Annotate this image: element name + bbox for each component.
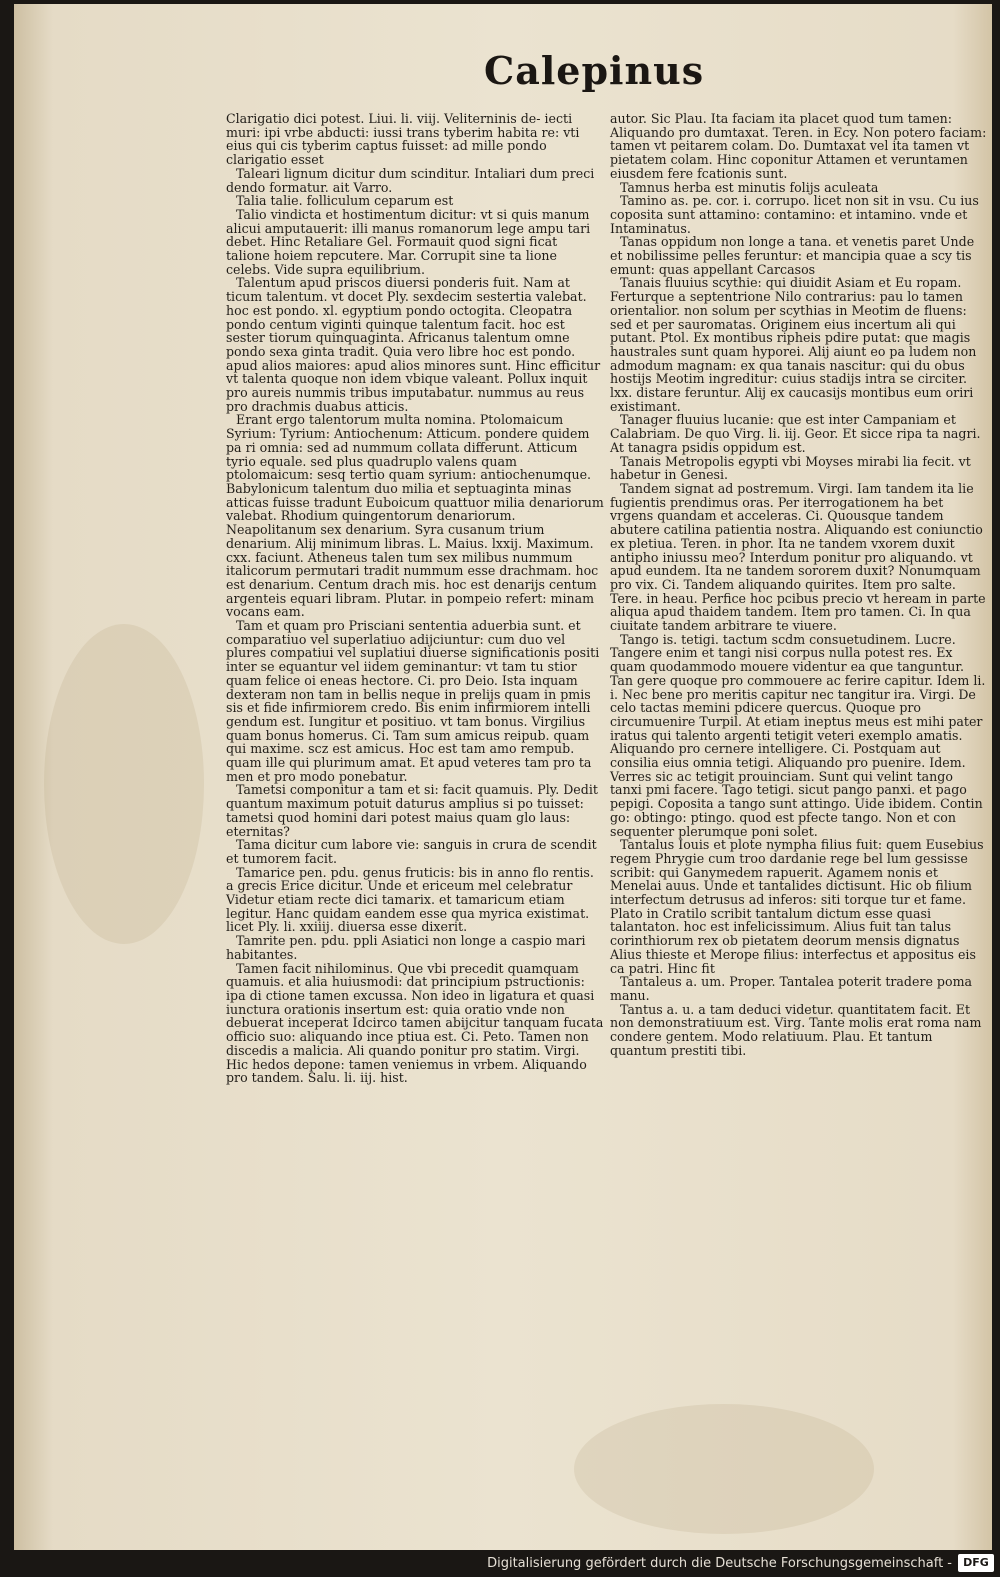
scanned-page [14,4,992,1550]
dictionary-entry: Tamen facit nihilominus. Que vbi precedit quamquam quamuis. et alia huiusmodi: dat principium pstructionis: ipa di ctione tamen excussa. Non ideo in ligatura et quasi iunctura orationis insertum est: quia oratio vnde non debuerat inceperat Idcirco tamen abijcitur tanquam fucata officio suo: aliquando ince ptiua est. Ci. Peto. Tamen non discedis a malicia. Ali quando ponitur pro statim. Virgi. Hic hedos depone: tamen veniemus in vrbem. Aliquando pro tandem. Salu. li. iij. hist. [226,960,604,1086]
dictionary-entry: Talia talie. folliculum ceparum est [236,193,454,209]
dictionary-entry: Tantaleus a. um. Proper. Tantalea poterit tradere poma manu. [610,974,973,1003]
paper-stain [574,1404,874,1534]
dfg-logo: DFG [958,1554,994,1572]
page-header: Calepinus [484,48,705,93]
dictionary-entry: Tantalus Iouis et plote nympha filius fuit: quem Eusebius regem Phrygie cum troo dardanie rege bel lum gessisse scribit: qui Ganymedem rapuerit. Agamem nonis et Menelai auus. Unde et tantalides dictisunt. Hic ob filium interfectum detrusus ad inferos: siti torque tur et fame. Plato in Cratilo scribit tantalum dictum esse quasi talantaton. hoc est infelicissimum. Alius fuit tan talus corinthiorum rex ob pietatem deorum mensis dignatus Alius thieste et Merope filius: interfectus et appositus eis ca patri. Hinc fit [610,837,984,976]
right-column [610,112,988,1058]
footer-bar [0,1550,1000,1577]
dictionary-entry: Tanais Metropolis egypti vbi Moyses mirabi lia fecit. vt habetur in Genesi. [610,453,971,483]
dictionary-entry: Tam et quam pro Prisciani sententia aduerbia sunt. et comparatiuo vel superlatiuo adijciuntur: cum duo vel plures compatiui vel suplatiui diuerse significationis positi inter se equantur vel iidem geminantur: vt tam tu stior quam felice oi eneas hectore. Ci. pro Deio. Ista inquam dexteram non tam in bellis neque in prelijs quam in pmis sis et fide infirmiorem credo. Bis enim infirmiorem intelli gendum est. Iungitur et positiuo. vt tam bonus. Virgilius quam bonus homerus. Ci. Tam sum amicus reipub. quam qui maxime. scz est amicus. Hoc est tam amo rempub. quam ille qui plurimum amat. Et apud veteres tam pro ta men et pro modo ponebatur. [226,618,600,784]
left-column [226,112,604,1085]
dictionary-entry: autor. Sic Plau. Ita faciam ita placet quod tum tamen: Aliquando pro dumtaxat. Teren. in Ecy. Non potero faciam: tamen vt peitarem colam. Do. Dumtaxat vel ita tamen vt pietatem colam. Hinc coponitur Attamen et veruntamen eiusdem fere fcationis sunt. [610,111,987,181]
dictionary-entry: Tamrite pen. pdu. ppli Asiatici non longe a caspio mari habitantes. [226,933,586,962]
dictionary-entry: Tamnus herba est minutis folijs aculeata [620,179,879,195]
dictionary-entry: Tanas oppidum non longe a tana. et venetis paret Unde et nobilissime pelles feruntur: et mancipia quae a scy tis emunt: quas appellant Carcasos [610,234,975,277]
dictionary-entry: Talentum apud priscos diuersi ponderis fuit. Nam at ticum talentum. vt docet Ply. sexdecim sestertia valebat. hoc est pondo. xl. egyptium pondo octogita. Cleopatra pondo centum viginti quinque talentum facit. hoc est sester tiorum quinquaginta. Africanus talentum omne pondo sexa ginta tradit. Quia vero libre hoc est pondo. apud alios maiores: apud alios minores sunt. Hinc efficitur vt talenta quoque non idem vbique valeant. Pollux inquit pro aureis nummis tribus imputabatur. nummus au reus pro drachmis duabus atticis. [226,275,601,414]
dictionary-entry: Tamarice pen. pdu. genus fruticis: bis in anno flo rentis. a grecis Erice dicitur. Unde et ericeum mel celebratur Videtur etiam recte dici tamarix. et tamaricum etiam legitur. Hanc quidam eandem esse qua myrica existimat. licet Ply. li. xxiiij. diuersa esse dixerit. [226,864,594,935]
dictionary-entry: Tango is. tetigi. tactum scdm consuetudinem. Lucre. Tangere enim et tangi nisi corpus nulla potest res. Ex quam quodammodo mouere videntur ea que tanguntur. Tan gere quoque pro commouere ac ferire capitur. Idem li. i. Nec bene pro meritis capitur nec tangitur ira. Virgi. De celo tactas memini pdicere quercus. Quoque pro circumuenire Turpil. At etiam ineptus meus est mihi pater iratus qui talento argenti tetigit veteri exemplo amatis. Aliquando pro cernere intelligere. Ci. Postquam aut consilia eius omnia tetigi. Aliquando pro puenire. Idem. Verres sic ac tetigit prouinciam. Sunt qui velint tango tanxi pmi facere. Tago tetigi. sicut pango panxi. et pago pepigi. Coposita a tango sunt attingo. Uide ibidem. Contin go: obtingo: ptingo. quod est pfecte tango. Non et con sequenter plerumque poni solet. [610,631,986,839]
dictionary-entry: Tandem signat ad postremum. Virgi. Iam tandem ita lie fugientis prendimus oras. Per iterrogationem ha bet vrgens quandam et acceleras. Ci. Quousque tandem abutere catilina patientia nostra. Aliquando est coniunctio ex pletiua. Teren. in phor. Ita ne tandem vxorem duxit antipho iniussu meo? Interdum ponitur pro aliquando. vt apud eundem. Ita ne tandem sororem duxit? Nonumquam pro vix. Ci. Tandem aliquando quirites. Item pro salte. Tere. in heau. Perfice hoc pcibus precio vt heream in parte aliqua apud thaidem tandem. Item pro tamen. Ci. In qua ciuitate tandem arbitrare te viuere. [610,480,986,634]
dictionary-entry: Taleari lignum dicitur dum scinditur. Intaliari dum preci dendo formatur. ait Varro. [226,165,595,195]
dictionary-entry: Tama dicitur cum labore vie: sanguis in crura de scendit et tumorem facit. [226,837,597,866]
dictionary-entry: Tanais fluuius scythie: qui diuidit Asiam et Eu ropam. Ferturque a septentrione Nilo contrarius: pau lo tamen orientalior. non solum per scythias in Meotim de fluens: sed et per sauromatas. Originem eius incertum ali qui putant. Ptol. Ex montibus ripheis pdire putat: que magis haustrales sunt quam hyporei. Alij aiunt eo pa ludem non admodum magnam: ex qua tanais nascitur: qui du obus hostijs Meotim ingreditur: cuius stadijs intra se circiter. lxx. distare feruntur. Alij ex caucasijs montibus eum oriri existimant. [610,275,977,414]
dictionary-entry: Tametsi componitur a tam et si: facit quamuis. Ply. Dedit quantum maximum potuit daturus amplius si po tuisset: tametsi quod homini dari potest maius quam glo laus: eternitas? [226,782,598,839]
funding-credit: Digitalisierung gefördert durch die Deutsche Forschungsgemeinschaft - [487,1556,952,1571]
dictionary-entry: Tanager fluuius lucanie: que est inter Campaniam et Calabriam. De quo Virg. li. iij. Geor. Et sicce ripa ta nagri. At tanagra psidis oppidum est. [610,412,981,455]
dictionary-entry: Tamino as. pe. cor. i. corrupo. licet non sit in vsu. Cu ius coposita sunt attamino: contamino: et intamino. vnde et Intaminatus. [610,193,979,236]
dictionary-entry: Tantus a. u. a tam deduci videtur. quantitatem facit. Et non demonstratiuum est. Virg. Tante molis erat roma nam condere gentem. Modo relatiuum. Plau. Et tantum quantum prestiti tibi. [610,1001,982,1058]
dictionary-entry: Talio vindicta et hostimentum dicitur: vt si quis manum alicui amputauerit: illi manus romanorum lege ampu tari debet. Hinc Retaliare Gel. Formauit quod signi ficat talione hoiem repcutere. Mar. Corrupit sine ta lione celebs. Vide supra equilibrium. [226,206,591,277]
dictionary-entry: Clarigatio dici potest. Liui. li. viij. Veliterninis de- iecti muri: ipi vrbe abducti: iussi trans tyberim habita re: vti eius qui cis tyberim captus fuisset: ad mille pondo clarigatio esset [226,111,580,168]
paper-stain [44,624,204,944]
dictionary-entry: Erant ergo talentorum multa nomina. Ptolomaicum Syrium: Tyrium: Antiochenum: Atticum. pondere quidem pa ri omnia: sed ad nummum collata differunt. Atticum tyrio equale. sed plus quadruplo valens quam ptolomaicum: sesq tertio quam syrium: antiochenumque. Babylonicum talentum duo milia et septuaginta minas atticas fuisse tradunt Euboicum quattuor milia denariorum valebat. Rhodium quingentorum denariorum. Neapolitanum sex denarium. Syra cusanum trium denarium. Alij minimum libras. L. Maius. lxxij. Maximum. cxx. faciunt. Atheneus talen tum sex milibus nummum italicorum permutari tradit nummum esse drachmam. hoc est denarium. Centum drach mis. hoc est denarijs centum argenteis equari libram. Plutar. in pompeio refert: minam vocans eam. [226,412,604,620]
